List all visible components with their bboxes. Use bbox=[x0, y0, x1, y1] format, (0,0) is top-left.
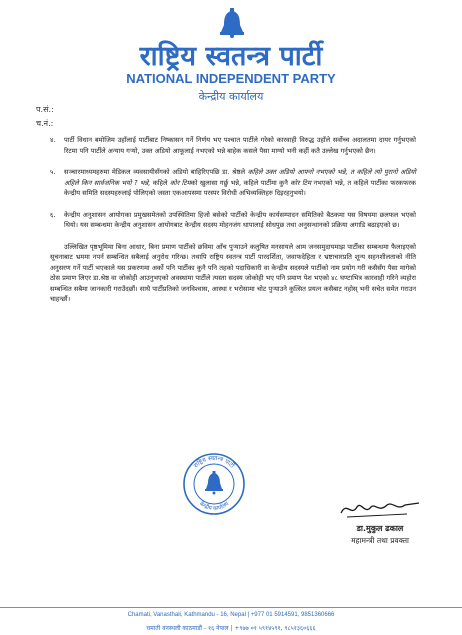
office-name: केन्द्रीय कार्यालय bbox=[198, 90, 264, 103]
seal-text-bottom: केन्द्रीय कार्यालय bbox=[197, 501, 231, 513]
item-number: ४. bbox=[50, 136, 56, 144]
letterhead-header bbox=[0, 0, 462, 110]
item-text: कहिले bbox=[152, 178, 168, 187]
bell-logo-icon bbox=[219, 8, 245, 38]
item-text: केन्द्रीय अनुशासन आयोगका प्रमुखसमेतको उपस्थितिमा हिजो बसेको पार्टीको केन्द्रीय कार्यसम्पादन समितिको बैठकमा यस विषयमा छलफल भएको थियो। यस सम्बन्धमा केन्द्रीय अनुशासन आयोगबाट केन्द्रीय सदस्य मोहनजंग थापालाई सोधपुछ तथा अनुसन्धानको प्रक्रिया अगाडि बढाइएको छ। bbox=[64, 210, 416, 229]
signatory-title: महामन्त्री तथा प्रवक्ता bbox=[351, 536, 409, 545]
letter-body bbox=[50, 135, 416, 305]
item-text: पार्टी विधान बमोजिम उहाँलाई पार्टीबाट निष्कासन गर्ने निर्णय भए पश्चात पार्टीले गरेको कारवाही विरुद्ध उहाँले सर्वोच्च अदालतमा दायर गर्नुभएको रिटमा पनि पार्टीले अन्याय गर्‍यो, उक्त अडियो आफूलाई नभएको भन्ने बाहेक कसले पैसा माग्यो भनी कहीं कतै उल्लेख गर्नुभएको छैन। bbox=[64, 136, 416, 155]
signatory-name: डा.मुकुल ढकाल bbox=[356, 524, 404, 533]
footer-address: Chamati, Vanasthali, Kathmandu - 16, Nepal | +977 01 5914591, 9851360666 bbox=[127, 612, 335, 618]
item-number: ५. bbox=[50, 168, 56, 176]
item-text-italic: कोर टिम bbox=[290, 178, 312, 187]
item-text-italic: कोर टिम bbox=[169, 178, 191, 187]
list-item bbox=[50, 167, 416, 199]
footer-divider bbox=[0, 607, 462, 608]
party-name-nepali: राष्ट्रिय स्वतन्त्र पार्टी bbox=[139, 41, 323, 72]
signature-block bbox=[320, 495, 440, 546]
party-name-english: NATIONAL INDEPENDENT PARTY bbox=[126, 71, 336, 86]
party-seal-stamp bbox=[182, 452, 246, 516]
seal-bell-icon bbox=[205, 471, 223, 495]
item-text-italic: कहिले उक्त अडियो आफ्नो नभएको भन्ने, त कहिले त्यो पुरानो अडियो अहिले किन सार्वजनिक भयो ? भन्ने, bbox=[64, 168, 416, 187]
item-text: नभएको भन्ने, त कहिले पार्टीका फरकफरक केन्द्रीय समिति सदस्यहरुलाई पोलिएको जस्ता एकआपसमा परस्पर विरोधी अभिव्यक्तिहरु दिइरहनुभयो। bbox=[64, 178, 416, 197]
dispatch-number-label: च.नं.: bbox=[36, 119, 54, 128]
handwritten-signature bbox=[337, 495, 423, 521]
item-number: ६. bbox=[50, 210, 56, 219]
item-text: को खुलासा गर्छु भन्ने, कहिले पार्टीमा कुनै bbox=[190, 178, 288, 187]
list-item bbox=[50, 135, 416, 156]
reference-number-label: प.सं.: bbox=[36, 105, 54, 114]
seal-text-top: राष्ट्रिय स्वतन्त्र पार्टी bbox=[192, 454, 236, 470]
footer-address-nepali: चमाती वनस्थली काठमाडौं - १६ नेपाल | +९७७ ०१ ५९१४५९१, ९८५१३६०६६६ bbox=[146, 625, 316, 632]
closing-paragraph: उल्लिखित पृष्ठभूमिमा बिना आधार, बिना प्रमाण पार्टीको छविमा आँच पुऱ्याउने कलुषित मनसायले आम जनसमुदायमाझ पार्टीका सम्बन्धमा फैलाइएको सूचनाबाट भ्रममा नपर्न सम्बन्धित सबैलाई अनुरोध गरिन्छ। तथापि राष्ट्रिय स्वतन्त्र पार्टी पारदर्शिता, जवाफदेहिता र भ्रष्टाचारप्रति शून्य सहनशीलताको नीति अनुसरण गर्ने पार्टी भएकाले यस प्रकरणमा अर्को पनि पार्टीका कुनै पनि तहको पदाधिकारी वा केन्द्रीय सदस्यले पार्टीको नाम प्रयोग गरी कसैसँग पैसा मागेको ठोस प्रमाण लिएर डा.श्रेष्ठ वा जोकोही आउनुभएको अवस्थामा पार्टीले त्यस्ता सदस्य जोकोही भए पनि प्रमाण पेश भएको ४८ घण्टाभित्र कारवाही गरिने व्यहोरा सम्बन्धित सबैमा जानकारी गराउँदछौं। साथै पार्टीप्रतिको जनविश्वास, आस्था र भरोसामा चोट पुऱ्याउने कुत्सित प्रयत्न कसैबाट नहोस् भनी सचेत समेत गराउन चाहन्छौं। bbox=[50, 242, 416, 303]
item-text: सञ्चारमाध्यमहरुमा मेडिकल व्यवसायीसँगको अडियो बाहिरिएपछि डा. श्रेष्ठले bbox=[64, 168, 246, 176]
svg-text:केन्द्रीय कार्यालय bbox=[198, 500, 231, 512]
list-item bbox=[50, 210, 416, 231]
